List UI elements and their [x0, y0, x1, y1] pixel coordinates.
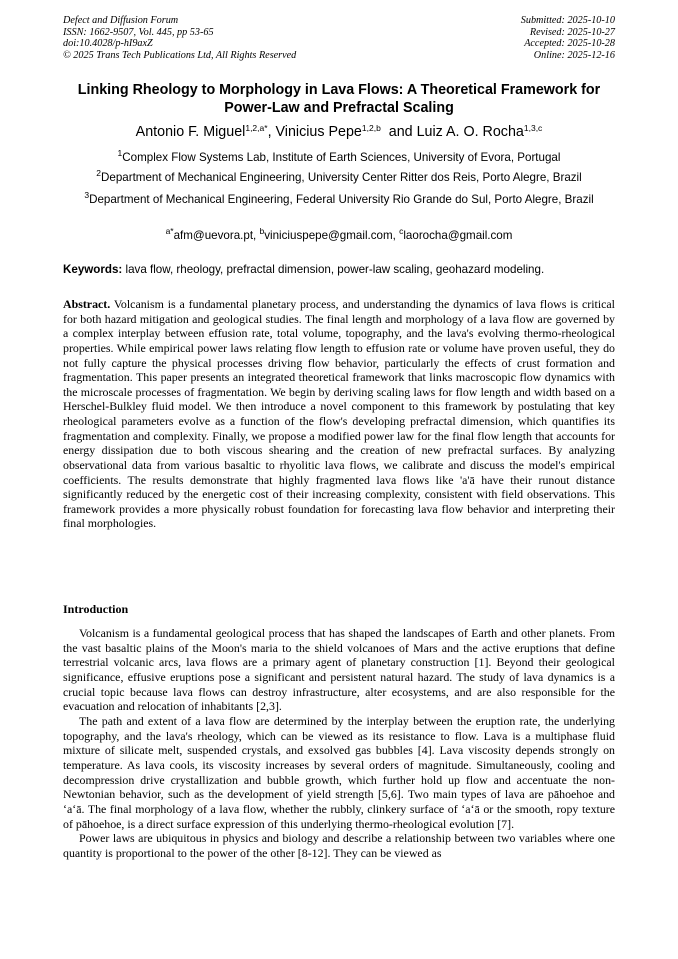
section-heading-introduction: Introduction: [63, 602, 129, 616]
affiliation-3: [63, 192, 615, 207]
keywords-line: [63, 262, 615, 277]
online-date: Online: 2025-12-16: [533, 49, 615, 61]
affiliation-text: Department of Mechanical Engineering, Federal University Rio Grande do Sul, Porto Alegre, Brazil: [89, 193, 594, 206]
email-list: [63, 228, 615, 243]
intro-paragraph: The path and extent of a lava flow are determined by the interplay between the eruption rate, the underlying topography, and the lava's rheology, which can be viewed as its resistance to flow. Lava is a multiphase fluid mixture of silicate melt, suspended crystals, and exsolved gas bubbles [4]. Lava viscosity depends strongly on temperature. As lava cools, its viscosity increases by several orders of magnitude. Simultaneously, cooling and decompression drive crystallization and bubble growth, which further hold up flow and accentuate the non-Newtonian behavior, such as the development of yield strength [5,6]. Two main types of lava are pāhoehoe and ‘a‘ā. The final morphology of a lava flow, whether the rubbly, clinkery surface of ‘a‘ā or the smooth, ropy texture of pāhoehoe, is a direct surface expression of this underlying thermo-rheological evolution [7].: [63, 713, 615, 831]
intro-paragraph: Volcanism is a fundamental geological process that has shaped the landscapes of Earth and other planets. From the vast basaltic plains of the Moon's maria to the shield volcanoes of Mars and the active eruptions that define terrestrial volcanic arcs, lava flows are a primary agent of planetary construction [1]. Beyond their geological significance, effusive eruptions pose a significant and persistent natural hazard. The study of lava dynamics is a crucial topic because lava flows can destroy infrastructure, alter ecosystems, and are also responsible for the evacuation and relocation of inhabitants [2,3].: [63, 626, 615, 714]
abstract-paragraph: [63, 297, 615, 531]
accepted-date: Accepted: 2025-10-28: [524, 38, 615, 50]
keywords-text: lava flow, rheology, prefractal dimension, power-law scaling, geohazard modeling.: [122, 263, 545, 276]
copyright-line: © 2025 Trans Tech Publications Ltd, All Rights Reserved: [63, 49, 297, 61]
author-name: Vinicius Pepe: [275, 124, 362, 140]
author-superscript: 1,2,b: [361, 123, 381, 133]
journal-issn: ISSN: 1662-9507, Vol. 445, pp 53-65: [63, 26, 214, 38]
author-separator: ,: [267, 124, 276, 140]
author-separator: and: [380, 124, 417, 140]
intro-paragraph: Power laws are ubiquitous in physics and biology and describe a relationship between two variables where one quantity is proportional to the power of the other [8-12]. They can be viewed as: [63, 831, 615, 860]
affiliation-number: 2: [96, 168, 101, 178]
author-name: Luiz A. O. Rocha: [416, 124, 524, 140]
submitted-date: Submitted: 2025-10-10: [520, 15, 615, 26]
email-link[interactable]: viniciuspepe@gmail.com,: [264, 229, 400, 242]
affiliation-2: [63, 170, 615, 185]
abstract-text: Volcanism is a fundamental planetary process, and understanding the dynamics of lava flows is critical for both hazard mitigation and geological studies. The final length and morphology of a lava flow are governed by a complex interplay between effusion rate, total volume, topography, and the lava's evolving thermo-rheological properties. While empirical power laws relating flow length to effusion rate or volume have proven useful, they do not fully capture the physical processes driving flow behavior, particularly the effects of crust formation and fragmentation. This paper presents an integrated theoretical framework that links macroscopic flow dynamics with the microscale processes of fragmentation. We begin by deriving scaling laws for flow length and width based on a Herschel-Bulkley fluid model. We then introduce a novel component to this framework by postulating that key rheological parameters evolve as a function of the flow's developing prefractal dimension, which quantifies its fragmentation and complexity. Finally, we propose a modified power law for the final flow length that accounts for energy dissipation due to both viscous shearing and the creation of new prefractal surfaces. By analyzing observational data from various basaltic to rhyolitic lava flows, we calibrate and discuss the model's empirical coefficients. The results demonstrate that highly fragmented lava flows like 'a'ā have their runout distance significantly reduced by the energetic cost of their increasing complexity, consistent with field observations. This framework provides a more physically robust foundation for forecasting lava flow behavior and interpreting their final morphologies.: [63, 297, 615, 531]
author-name: Antonio F. Miguel: [135, 124, 246, 140]
affiliation-1: [63, 150, 615, 165]
keywords-label: Keywords:: [63, 263, 123, 276]
journal-name: Defect and Diffusion Forum: [63, 15, 179, 26]
revised-date: Revised: 2025-10-27: [529, 26, 615, 38]
affiliation-number: 3: [84, 190, 90, 200]
affiliation-text: Complex Flow Systems Lab, Institute of Earth Sciences, University of Evora, Portugal: [122, 151, 561, 164]
affiliation-number: 1: [117, 148, 123, 158]
affiliation-text: Department of Mechanical Engineering, University Center Ritter dos Reis, Porto Alegre, Brazil: [101, 171, 582, 184]
author-superscript: 1,3,c: [523, 123, 543, 133]
journal-header: [63, 15, 296, 61]
introduction-body: [63, 626, 615, 861]
email-superscript: a*: [165, 226, 174, 236]
journal-doi: doi:10.4028/p-hI9axZ: [63, 38, 153, 50]
email-link[interactable]: laorocha@gmail.com: [403, 229, 513, 242]
dates-header: [521, 15, 615, 61]
email-superscript: b: [259, 226, 265, 236]
email-superscript: c: [399, 226, 404, 236]
paper-title: Linking Rheology to Morphology in Lava Flows: A Theoretical Framework for Power-Law and Prefractal Scaling: [77, 82, 601, 116]
author-list: [63, 123, 615, 141]
author-superscript: 1,2,a*: [245, 123, 268, 133]
email-link[interactable]: afm@uevora.pt,: [173, 229, 260, 242]
abstract-label: Abstract.: [63, 297, 111, 311]
